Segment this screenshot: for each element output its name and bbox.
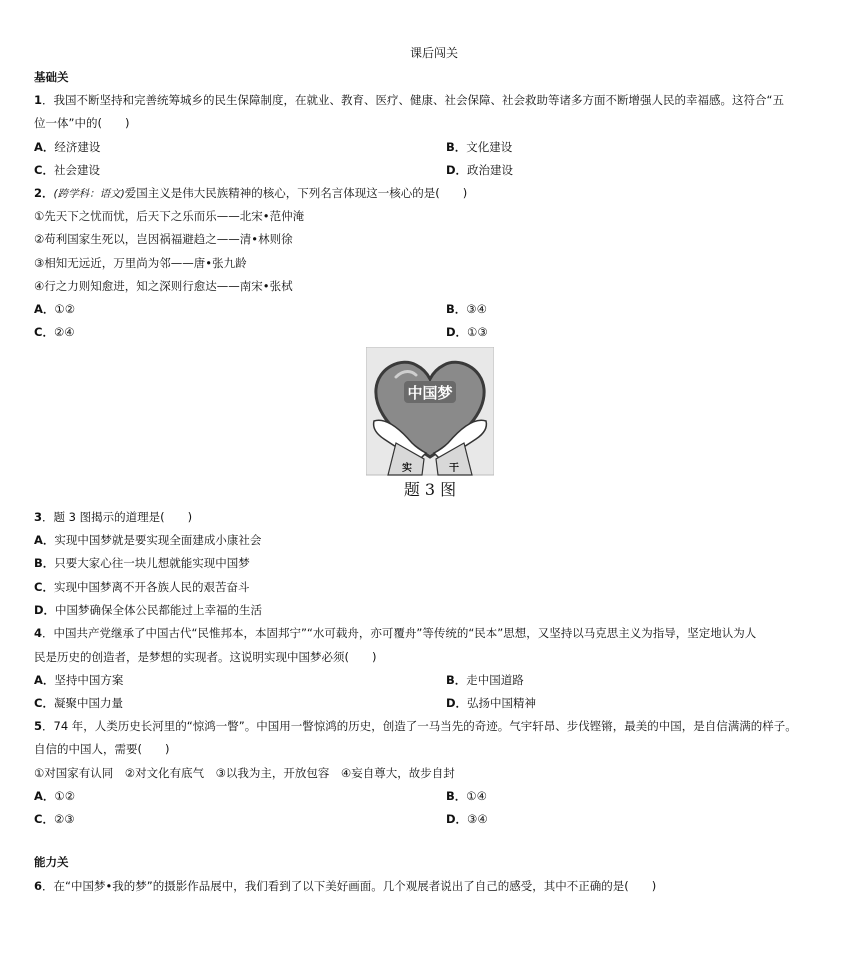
q3-option-b: B．只要大家心往一块儿想就能实现中国梦: [34, 556, 250, 570]
q3-stem: 3．题 3 图揭示的道理是( ): [34, 510, 193, 524]
q1-option-a: A．经济建设: [34, 140, 101, 154]
q5-option-d: D．③④: [446, 812, 488, 826]
q2-number: 2: [34, 186, 43, 200]
q5-option-b: B．①④: [446, 789, 487, 803]
q1-stem-line1: 1．我国不断坚持和完善统筹城乡的民生保障制度，在就业、教育、医疗、健康、社会保障、社会救助等诸多方面不断增强人民的幸福感。这符合“五: [34, 93, 784, 107]
q4-number: 4: [34, 626, 43, 640]
q2-item-1: ①先天下之忧而忧，后天下之乐而乐——北宋•范仲淹: [34, 209, 305, 223]
q1-option-d: D．政治建设: [446, 163, 514, 177]
q5-items: ①对国家有认同 ②对文化有底气 ③以我为主，开放包容 ④妄自尊大，故步自封: [34, 766, 455, 780]
q2-stem: 2．(跨学科：语文)爱国主义是伟大民族精神的核心，下列名言体现这一核心的是( ): [34, 186, 468, 200]
right-sleeve-label: 干: [449, 463, 459, 474]
q3-option-a: A．实现中国梦就是要实现全面建成小康社会: [34, 533, 262, 547]
q5-stem-line2: 自信的中国人，需要( ): [34, 742, 170, 756]
q2-item-4: ④行之力则知愈进，知之深则行愈达——南宋•张栻: [34, 279, 293, 293]
left-sleeve-label: 实: [402, 463, 412, 474]
section-ability-heading: 能力关: [34, 855, 69, 869]
q2-item-2: ②苟利国家生死以，岂因祸福避趋之——清•林则徐: [34, 232, 293, 246]
q4-stem-line1: 4．中国共产党继承了中国古代“民惟邦本，本固邦宁”“水可载舟，亦可覆舟”等传统的“民本”思想，又坚持以马克思主义为指导，坚定地认为人: [34, 626, 757, 640]
q6-stem: 6．在“中国梦•我的梦”的摄影作品展中，我们看到了以下美好画面。几个观展者说出了自己的感受，其中不正确的是( ): [34, 879, 657, 893]
page-title: 课后闯关: [409, 46, 458, 60]
q6-number: 6: [34, 879, 43, 893]
q1-stem-line2: 位一体”中的( ): [34, 116, 130, 130]
q3-option-c: C．实现中国梦离不开各族人民的艰苦奋斗: [34, 580, 250, 594]
q4-option-d: D．弘扬中国精神: [446, 696, 537, 710]
q2-option-d: D．①③: [446, 325, 488, 339]
q2-option-b: B．③④: [446, 302, 487, 316]
heart-label: 中国梦: [407, 384, 453, 402]
heart-hands-illustration: [366, 347, 494, 497]
q1-number: 1: [34, 93, 43, 107]
q4-option-a: A．坚持中国方案: [34, 673, 124, 687]
q3-figure: [366, 347, 494, 497]
q5-option-c: C．②③: [34, 812, 75, 826]
q4-option-b: B．走中国道路: [446, 673, 524, 687]
q5-option-a: A．①②: [34, 789, 76, 803]
q2-item-3: ③相知无远近，万里尚为邻——唐•张九龄: [34, 256, 247, 270]
section-basic-heading: 基础关: [34, 70, 69, 84]
q2-tag: (跨学科：语文): [53, 188, 125, 200]
q3-number: 3: [34, 510, 43, 524]
q2-option-c: C．②④: [34, 325, 75, 339]
q2-option-a: A．①②: [34, 302, 76, 316]
q5-number: 5: [34, 719, 43, 733]
q4-stem-line2: 民是历史的创造者，是梦想的实现者。这说明实现中国梦必须( ): [34, 650, 377, 664]
q1-option-b: B．文化建设: [446, 140, 513, 154]
q3-option-d: D．中国梦确保全体公民都能过上幸福的生活: [34, 603, 263, 617]
q4-option-c: C．凝聚中国力量: [34, 696, 123, 710]
q1-option-c: C．社会建设: [34, 163, 100, 177]
q5-stem-line1: 5．74 年，人类历史长河里的“惊鸿一瞥”。中国用一瞥惊鸿的历史，创造了一马当先的奇迹。气宇轩昂、步伐铿锵，最美的中国，是自信满满的样子。: [34, 719, 797, 733]
figure-caption: 题 3 图: [403, 480, 457, 497]
